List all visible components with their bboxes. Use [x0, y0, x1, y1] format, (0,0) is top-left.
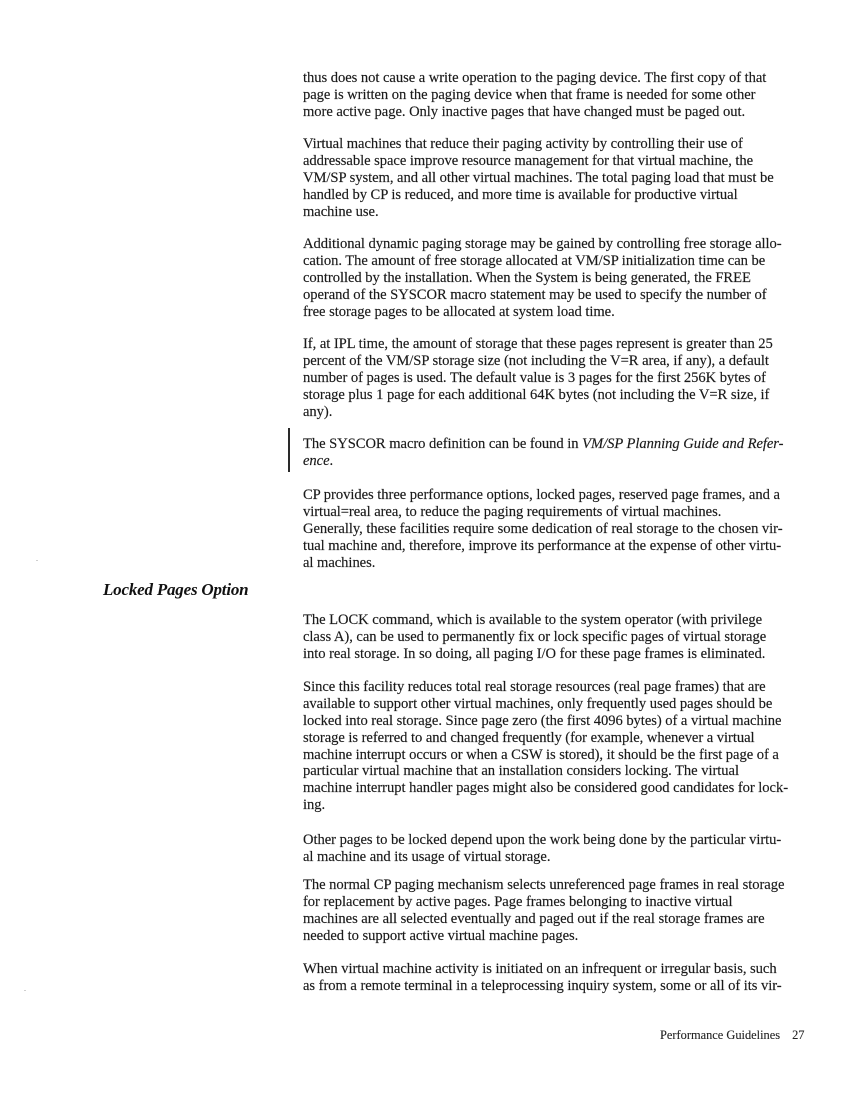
text-line: If, at IPL time, the amount of storage that these pages represent is greater than 25 — [303, 336, 773, 352]
paragraph-performance-options — [303, 487, 803, 571]
running-title: Performance Guidelines — [660, 1028, 781, 1042]
text-line: tual machine and, therefore, improve its performance at the expense of other virtu- — [303, 537, 782, 554]
text-line: operand of the SYSCOR macro statement may be used to specify the number of — [303, 286, 767, 303]
text-line: available to support other virtual machines, only frequently used pages should be — [303, 695, 773, 712]
publication-title-reference-continued: ence — [303, 452, 330, 469]
text-line: machine interrupt occurs or when a CSW is stored), it should be the first page of a — [303, 746, 779, 763]
text-line: Since this facility reduces total real storage resources (real page frames) that are — [303, 679, 766, 695]
text-line: into real storage. In so doing, all paging I/O for these page frames is eliminated. — [303, 645, 766, 662]
text-line: addressable space improve resource management for that virtual machine, the — [303, 152, 754, 169]
text-line: When virtual machine activity is initiated on an infrequent or irregular basis, such — [303, 961, 777, 977]
text-line: The normal CP paging mechanism selects unreferenced page frames in real storage — [303, 877, 785, 893]
scan-artifact — [36, 560, 38, 561]
text-line: ing. — [303, 797, 326, 814]
text-fragment: The SYSCOR macro definition can be found in — [303, 436, 583, 452]
page-footer — [660, 1028, 804, 1043]
paragraph-syscor-reference — [303, 436, 803, 470]
paragraph-other-pages — [303, 832, 803, 866]
paragraph-free-storage — [303, 236, 803, 320]
text-line: thus does not cause a write operation to the paging device. The first copy of that — [303, 70, 767, 86]
paragraph-page-zero-locking — [303, 679, 803, 814]
paragraph-virtual-machines-paging — [303, 136, 803, 220]
text-line: percent of the VM/SP storage size (not including the V=R area, if any), a default — [303, 352, 769, 369]
text-line: storage plus 1 page for each additional 64K bytes (not including the V=R size, if — [303, 386, 770, 403]
text-line: virtual=real area, to reduce the paging requirements of virtual machines. — [303, 503, 722, 520]
text-line: Other pages to be locked depend upon the work being done by the particular virtu- — [303, 832, 782, 848]
section-heading: Locked Pages Option — [103, 580, 249, 599]
scan-artifact — [24, 990, 26, 991]
text-line: al machines. — [303, 554, 376, 571]
text-line: CP provides three performance options, locked pages, reserved page frames, and a — [303, 487, 780, 503]
text-line: VM/SP system, and all other virtual machines. The total paging load that must be — [303, 169, 774, 186]
paragraph-cp-paging-mechanism — [303, 877, 803, 945]
text-fragment: . — [329, 452, 334, 469]
text-line: Generally, these facilities require some dedication of real storage to the chosen vir- — [303, 520, 783, 537]
text-line: free storage pages to be allocated at system load time. — [303, 303, 615, 320]
text-line: machines are all selected eventually and paged out if the real storage frames are — [303, 910, 765, 927]
text-line — [303, 436, 803, 453]
text-line: handled by CP is reduced, and more time is available for productive virtual — [303, 186, 738, 203]
text-line: Virtual machines that reduce their paging activity by controlling their use of — [303, 136, 743, 152]
paragraph-ipl-time-default — [303, 336, 803, 420]
text-line: as from a remote terminal in a teleprocessing inquiry system, some or all of its vir- — [303, 977, 782, 994]
text-line: page is written on the paging device when that frame is needed for some other — [303, 86, 756, 103]
paragraph-infrequent-activity — [303, 961, 803, 995]
page-number: 27 — [792, 1028, 805, 1042]
text-line — [303, 453, 803, 470]
text-line: controlled by the installation. When the System is being generated, the FREE — [303, 269, 751, 286]
text-line: storage is referred to and changed frequently (for example, whenever a virtual — [303, 729, 755, 746]
revision-change-bar — [288, 428, 290, 472]
text-line: machine use. — [303, 203, 379, 220]
text-line: al machine and its usage of virtual storage. — [303, 848, 551, 865]
text-line: cation. The amount of free storage allocated at VM/SP initialization time can be — [303, 252, 766, 269]
text-line: number of pages is used. The default value is 3 pages for the first 256K bytes of — [303, 369, 766, 386]
text-line: for replacement by active pages. Page frames belonging to inactive virtual — [303, 893, 733, 910]
text-line: The LOCK command, which is available to the system operator (with privilege — [303, 612, 763, 628]
text-line: any). — [303, 403, 333, 420]
text-line: more active page. Only inactive pages that have changed must be paged out. — [303, 103, 746, 120]
text-line: machine interrupt handler pages might also be considered good candidates for lock- — [303, 780, 789, 797]
paragraph-write-operation — [303, 70, 803, 121]
publication-title-reference: VM/SP Planning Guide and Refer- — [582, 436, 784, 452]
text-line: particular virtual machine that an installation considers locking. The virtual — [303, 763, 739, 780]
text-line: Additional dynamic paging storage may be gained by controlling free storage allo- — [303, 236, 782, 252]
text-line: needed to support active virtual machine pages. — [303, 927, 579, 944]
text-line: class A), can be used to permanently fix or lock specific pages of virtual storage — [303, 628, 767, 645]
text-line: locked into real storage. Since page zero (the first 4096 bytes) of a virtual machine — [303, 712, 782, 729]
paragraph-lock-command — [303, 612, 803, 663]
